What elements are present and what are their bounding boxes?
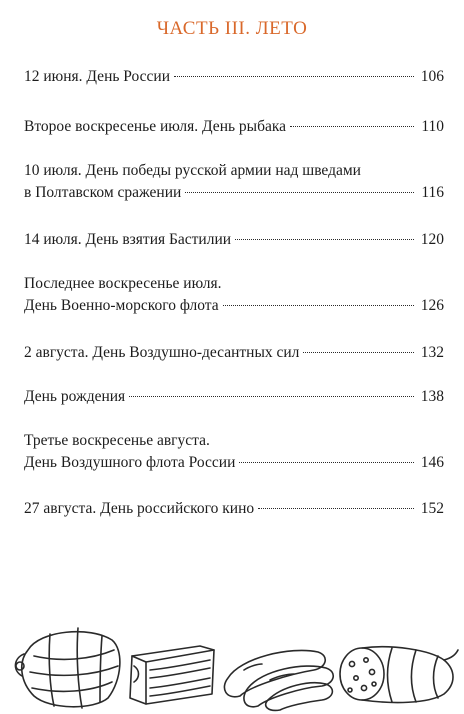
- toc-entry[interactable]: [24, 116, 444, 138]
- page-number: 120: [420, 231, 444, 248]
- sausages-icon: [224, 650, 333, 710]
- dot-leader: [303, 351, 414, 353]
- page-number: 106: [420, 68, 444, 85]
- toc-entry[interactable]: [24, 342, 444, 364]
- entry-text: 12 июня. День России: [24, 68, 171, 85]
- dot-leader: [290, 125, 414, 127]
- page-number: 138: [420, 388, 444, 405]
- toc-entry[interactable]: [24, 430, 444, 474]
- entry-text: 14 июля. День взятия Бастилии: [24, 231, 232, 248]
- bacon-icon: [130, 646, 214, 704]
- entry-text: Последнее воскресенье июля.: [24, 275, 222, 292]
- entry-text: 10 июля. День победы русской армии над шведами: [24, 162, 361, 179]
- dot-leader: [258, 507, 414, 509]
- page-number: 116: [421, 184, 444, 201]
- toc-entry[interactable]: [24, 386, 444, 408]
- dot-leader: [185, 191, 414, 193]
- page-number: 146: [420, 454, 444, 471]
- toc-entry[interactable]: [24, 160, 444, 204]
- entry-text: в Полтавском сражении: [24, 184, 182, 201]
- section-title: ЧАСТЬ III. ЛЕТО: [156, 18, 308, 39]
- dot-leader: [129, 395, 414, 397]
- entry-text: 27 августа. День российского кино: [24, 500, 255, 517]
- toc-entry[interactable]: [24, 273, 444, 317]
- page-number: 126: [420, 297, 444, 314]
- food-illustrations: [0, 610, 464, 714]
- entry-text: День Воздушного флота России: [24, 454, 236, 471]
- entry-text: 2 августа. День Воздушно-десантных сил: [24, 344, 300, 361]
- entry-text: Второе воскресенье июля. День рыбака: [24, 118, 287, 135]
- dot-leader: [174, 75, 414, 77]
- dot-leader: [235, 238, 414, 240]
- entry-text: Третье воскресенье августа.: [24, 432, 210, 449]
- toc-entry[interactable]: [24, 66, 444, 88]
- page-number: 152: [420, 500, 444, 517]
- dot-leader: [239, 461, 414, 463]
- entry-text: День рождения: [24, 388, 126, 405]
- entry-text: День Военно-морского флота: [24, 297, 219, 314]
- page-number: 132: [420, 344, 444, 361]
- page-number: 110: [421, 118, 444, 135]
- salami-icon: [340, 647, 458, 703]
- ham-icon: [15, 628, 119, 708]
- toc-entry[interactable]: [24, 229, 444, 251]
- toc-entry[interactable]: [24, 498, 444, 520]
- dot-leader: [223, 304, 414, 306]
